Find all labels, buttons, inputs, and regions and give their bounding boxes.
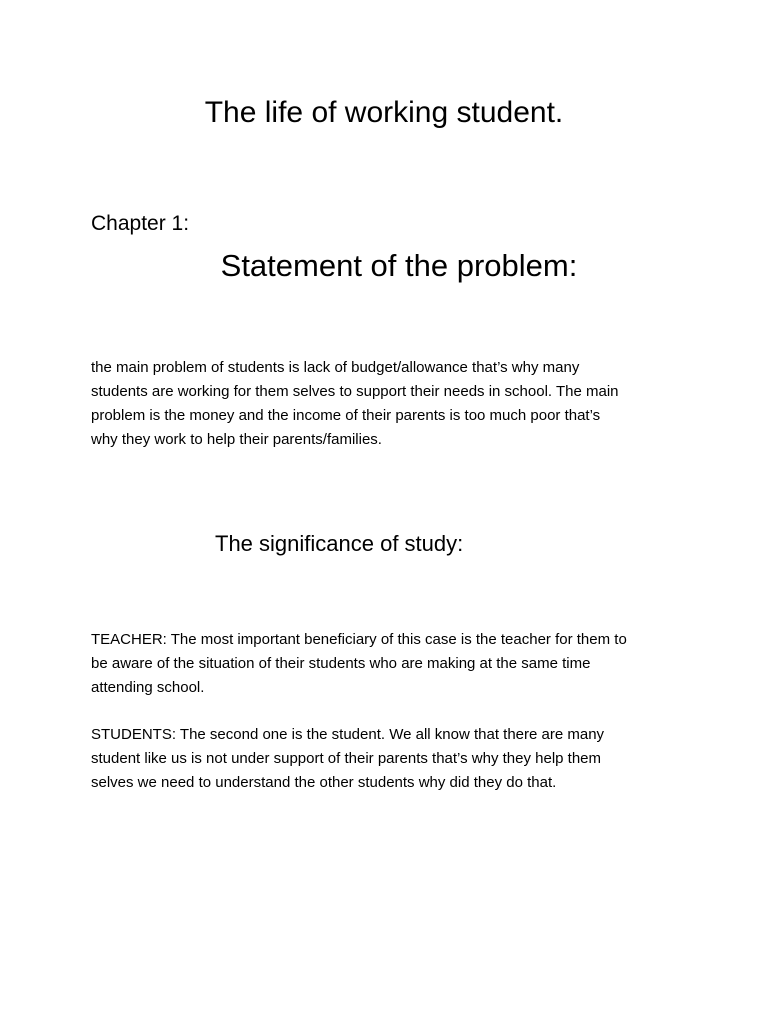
students-paragraph: [91, 723, 691, 795]
statement-of-problem-heading: Statement of the problem:: [220, 248, 578, 283]
teacher-line-1: TEACHER: The most important beneficiary of this case is the teacher for them to: [91, 631, 627, 648]
statement-line-1: the main problem of students is lack of budget/allowance that’s why many: [91, 359, 580, 376]
statement-paragraph: [91, 356, 691, 452]
students-line-1: STUDENTS: The second one is the student. We all know that there are many: [91, 726, 605, 743]
statement-line-4: why they work to help their parents/families.: [91, 431, 382, 448]
teacher-paragraph: [91, 628, 691, 700]
significance-of-study-heading: The significance of study:: [215, 531, 464, 556]
statement-line-2: students are working for them selves to support their needs in school. The main: [91, 383, 619, 400]
chapter-label: Chapter 1:: [91, 212, 190, 235]
statement-line-3: problem is the money and the income of their parents is too much poor that’s: [91, 407, 601, 424]
page-title: The life of working student.: [204, 96, 564, 129]
students-line-3: selves we need to understand the other students why did they do that.: [91, 774, 557, 791]
teacher-line-3: attending school.: [91, 679, 205, 696]
teacher-line-2: be aware of the situation of their students who are making at the same time: [91, 655, 591, 672]
students-line-2: student like us is not under support of their parents that’s why they help them: [91, 750, 602, 767]
